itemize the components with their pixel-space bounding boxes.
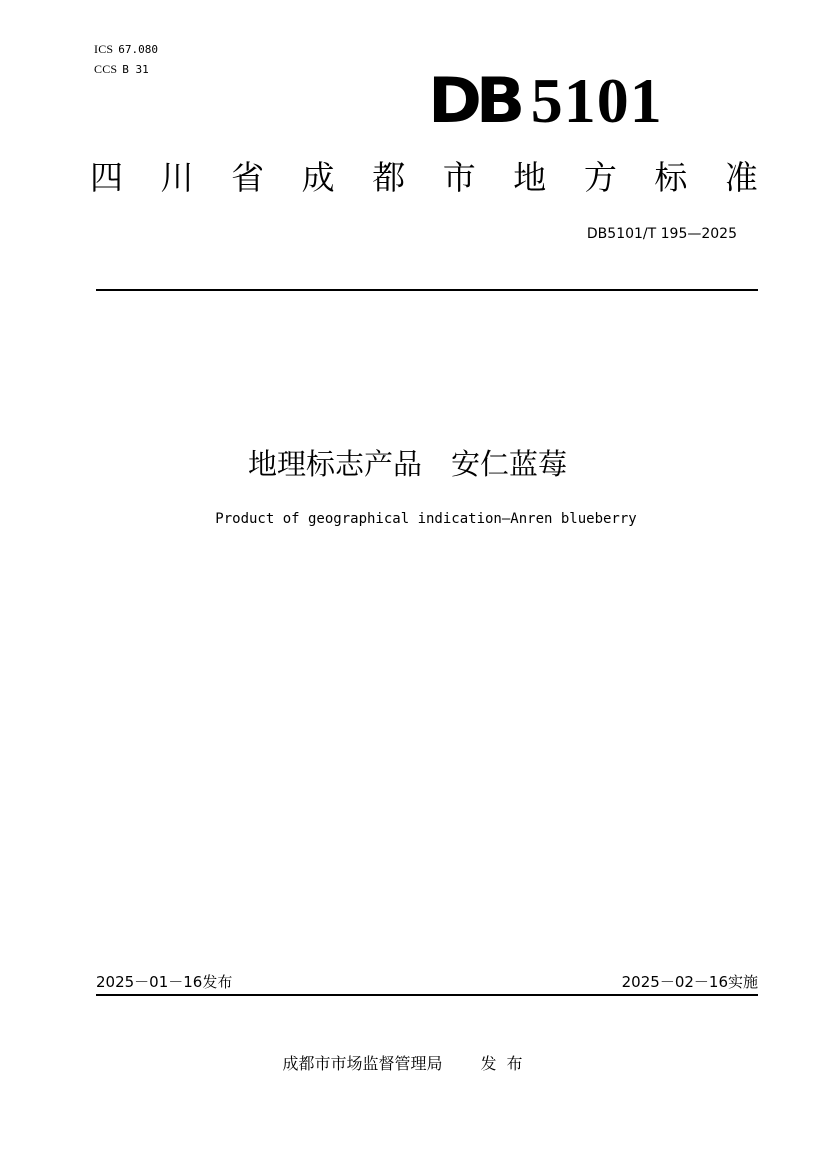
issuer-action: 发布 <box>480 1054 533 1073</box>
standard-type-char: 都 <box>372 158 406 197</box>
db-logo <box>428 64 663 137</box>
issuer-organization: 成都市市场监督管理局 <box>282 1054 443 1073</box>
standard-type-char: 标 <box>654 158 688 197</box>
standard-type-char: 地 <box>513 158 547 197</box>
document-title-en: Product of geographical indication—Anren blueberry <box>215 511 637 527</box>
ccs-value: B 31 <box>122 63 149 76</box>
standard-type-char: 方 <box>583 158 617 197</box>
ics-code <box>94 42 158 57</box>
db-logo-letters: DB <box>428 64 520 137</box>
issuer-line <box>0 1054 815 1074</box>
standard-number: DB5101/T 195—2025 <box>586 226 737 242</box>
ccs-code <box>94 62 149 77</box>
standard-type-char: 市 <box>442 158 476 197</box>
standard-type-char: 省 <box>231 158 265 197</box>
footer-divider <box>96 994 758 996</box>
document-title-cn: 地理标志产品 安仁蓝莓 <box>247 447 567 481</box>
standard-type-char: 准 <box>724 158 758 197</box>
header-divider <box>96 289 758 291</box>
implementation-date: 2025－02－16实施 <box>621 973 758 991</box>
ics-value: 67.080 <box>118 43 159 56</box>
ccs-label: CCS <box>94 62 118 76</box>
ics-label: ICS <box>94 42 114 56</box>
release-date: 2025－01－16发布 <box>96 973 233 991</box>
standard-type-char: 四 <box>90 158 123 197</box>
standard-type-char: 川 <box>160 158 194 197</box>
standard-type-char: 成 <box>301 158 335 197</box>
standard-type-heading <box>90 158 758 198</box>
db-logo-number: 5101 <box>530 65 663 136</box>
